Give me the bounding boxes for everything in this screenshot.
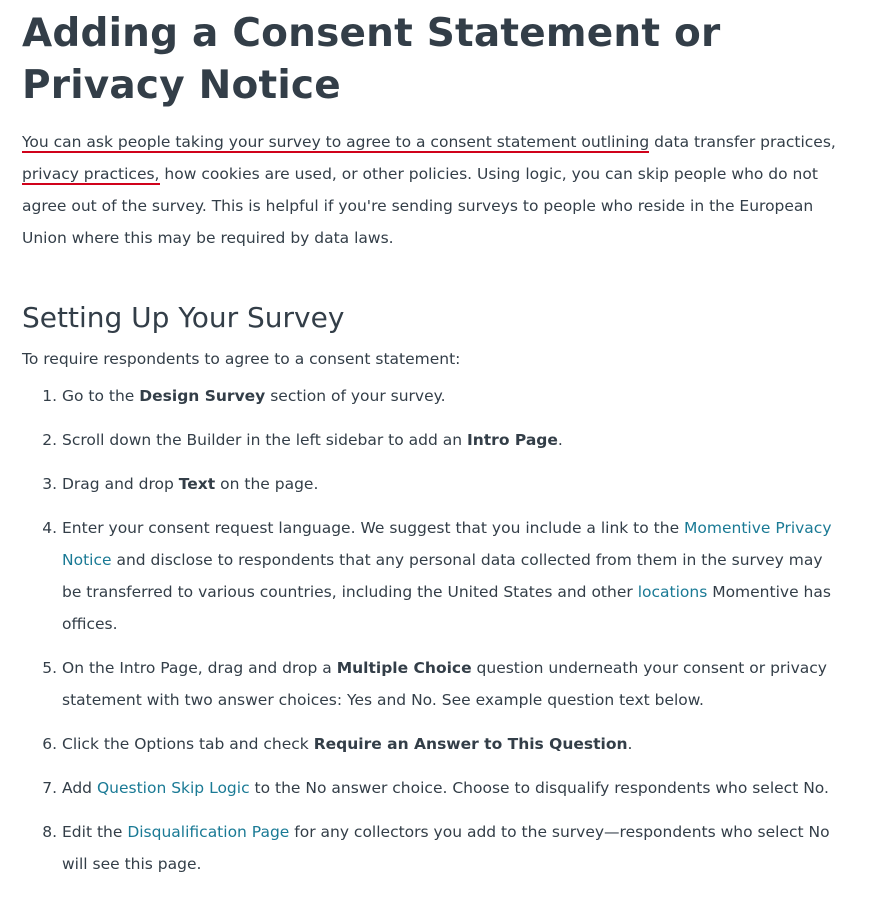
list-item bbox=[62, 512, 842, 640]
underlined-text-consent: You can ask people taking your survey to agree to a consent statement outlining bbox=[22, 133, 650, 151]
privacy-notice-link[interactable]: Momentive Privacy Notice bbox=[62, 519, 832, 569]
intro-text-1: data transfer practices, bbox=[649, 133, 836, 151]
step-text: on the page. bbox=[215, 475, 319, 493]
page-title: Adding a Consent Statement or Privacy Notice bbox=[22, 11, 721, 108]
list-item bbox=[62, 728, 842, 760]
step-text: . bbox=[627, 735, 633, 753]
step-text: Edit the bbox=[62, 823, 128, 841]
section-lead: To require respondents to agree to a consent statement: bbox=[22, 350, 461, 368]
step-bold: Require an Answer to This Question bbox=[313, 735, 628, 753]
step-bold: Intro Page bbox=[466, 431, 558, 449]
steps-list bbox=[22, 380, 842, 880]
locations-link[interactable]: locations bbox=[637, 583, 708, 601]
step-text: Enter your consent request language. We suggest that you include a link to the bbox=[62, 519, 685, 537]
article bbox=[22, 8, 842, 892]
step-text: . bbox=[557, 431, 563, 449]
step-text: question underneath your consent or privacy statement with two answer choices: Yes and No. See example question text below. bbox=[62, 659, 827, 709]
step-text: and disclose to respondents that any personal data collected from them in the survey may be transferred to various countries, including the United States and other bbox=[62, 551, 823, 601]
intro-text-2: how cookies are used, or other policies. Using logic, you can skip people who do not agree out of the survey. This is helpful if you're sending surveys to people who reside in the European Union where this may be required by data laws. bbox=[22, 165, 818, 247]
step-bold: Text bbox=[178, 475, 216, 493]
step-text: Add bbox=[62, 779, 97, 797]
step-text: to the No answer choice. Choose to disqualify respondents who select No. bbox=[249, 779, 829, 797]
disqualification-page-link[interactable]: Disqualification Page bbox=[127, 823, 290, 841]
step-text: for any collectors you add to the survey—respondents who select No will see this page. bbox=[62, 823, 830, 873]
list-item bbox=[62, 816, 842, 880]
step-bold: Design Survey bbox=[139, 387, 266, 405]
step-text: Go to the bbox=[62, 387, 140, 405]
underlined-text-privacy: privacy practices, bbox=[22, 165, 160, 183]
list-item bbox=[62, 424, 842, 456]
list-item bbox=[62, 772, 842, 804]
section-heading: Setting Up Your Survey bbox=[22, 301, 345, 334]
step-text: Drag and drop bbox=[62, 475, 179, 493]
step-text: On the Intro Page, drag and drop a bbox=[62, 659, 337, 677]
list-item bbox=[62, 468, 842, 500]
list-item bbox=[62, 380, 842, 412]
step-bold: Multiple Choice bbox=[336, 659, 472, 677]
intro-paragraph bbox=[22, 126, 842, 254]
question-skip-logic-link[interactable]: Question Skip Logic bbox=[96, 779, 250, 797]
list-item bbox=[62, 652, 842, 716]
step-text: section of your survey. bbox=[265, 387, 446, 405]
step-text: Momentive has offices. bbox=[62, 583, 831, 633]
step-text: Click the Options tab and check bbox=[62, 735, 314, 753]
step-text: Scroll down the Builder in the left sidebar to add an bbox=[62, 431, 467, 449]
